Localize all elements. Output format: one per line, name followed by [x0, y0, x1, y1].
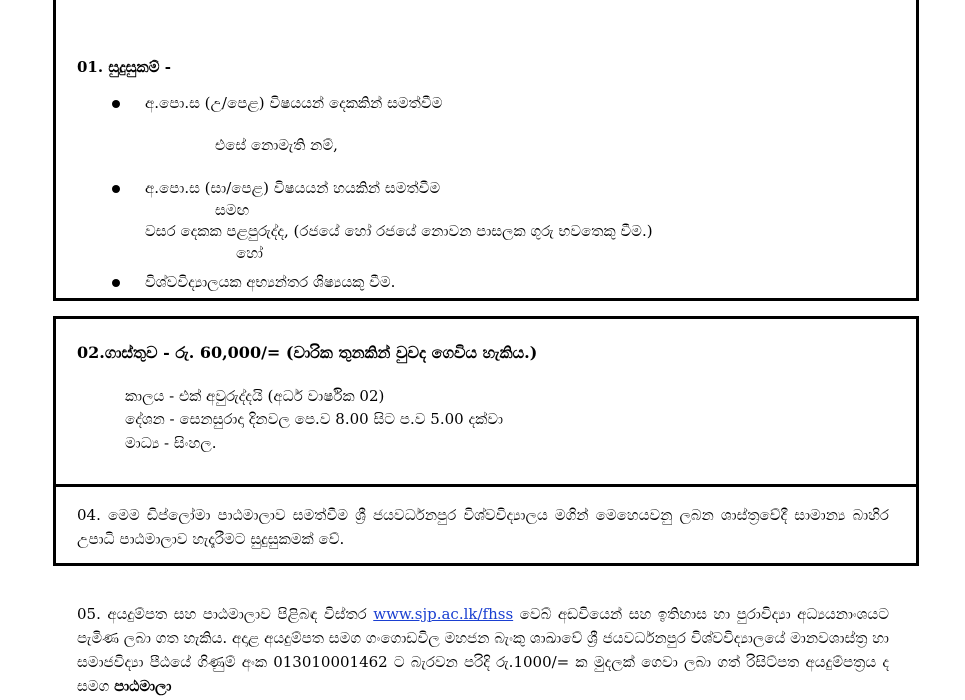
bullet-icon — [112, 279, 120, 287]
application-intro: අයදුම්පත සහ පාඨමාලාව පිළිබඳ විස්තර — [107, 605, 367, 623]
application-details: වෙබ් අඩවියෙන් සහ ඉතිහාස හා පුරාවිද්‍යා අධ්‍යයනාංශයට පැමිණ ලබා ගත හැකිය. අදාළ අයදුම්පත සමග ගංගොඩවිල මහජන බැංකු ශාඛාවේ ශ්‍රී ජයවර්ධනපුර විශ්වවිද්‍යාලයේ මානවශාස්ත්‍ර හා සමාජවිද්‍යා පීඨයේ ගිණුම් අංක 013010001462 ට බැරවන පරිදි රු.1000/= ක මුදලක් ගෙවා ලබා ගත් රිසිට්පත අයදුම්පත්‍රය ද සමග — [77, 605, 889, 695]
qualifications-heading: 01. සුදුසුකම් - — [77, 58, 171, 76]
website-link[interactable]: www.sjp.ac.lk/fhss — [373, 605, 514, 623]
or-text: එසේ නොමැති නම්, — [215, 136, 338, 154]
bullet-icon — [112, 185, 120, 193]
duration-text: කාලය - එක් අවුරුද්දයි (අර්ධ වාර්ෂික 02) — [125, 387, 385, 405]
medium-text: මාධ්‍ය - සිංහල. — [125, 434, 217, 452]
or-text-2: හෝ — [236, 244, 263, 262]
qualification-al: අ.පො.ස (උ/පෙළ) විෂයයන් දෙකකින් සමත්වීම — [145, 94, 443, 112]
application-text — [77, 602, 889, 698]
recognition-text: 04. මෙම ඩිප්ලෝමා පාඨමාලාව සමත්වීම ශ්‍රී ජයවර්ධනපුර විශ්වවිද්‍යාලය මගින් මෙහෙයවනු ලබන ශාස්ත්‍රවේදී සාමාන්‍ය බාහිර උපාධි පාඨමාලාව හැදෑරීමට සුදුසුකමක් වේ. — [77, 506, 889, 548]
qualification-internal: විශ්වවිද්‍යාලයක අභ්‍යන්තර ශිෂ්‍යයකු වීම. — [145, 273, 396, 291]
with-text: සමඟ — [215, 201, 250, 219]
qualification-ol: අ.පො.ස (සා/පෙළ) විෂයයන් හයකින් සමත්වීම — [145, 179, 441, 197]
application-bold-end: පාඨමාලා — [114, 677, 172, 695]
lectures-text: දේශන - සෙනසුරාදා දිනවල පෙ.ව 8.00 සිට ප.ව 5.00 දක්වා — [125, 410, 504, 428]
application-prefix: 05. — [77, 605, 101, 623]
fee-line: 02.ගාස්තුව - රු. 60,000/= (වාරික තුනකින් වුවද ගෙවිය හැකිය.) — [77, 343, 538, 362]
bullet-icon — [112, 100, 120, 108]
experience-text: වසර දෙකක පළපුරුද්ද, (රජයේ හෝ රජයේ නොවන පාසලක ගුරු භවතෙකු වීම.) — [145, 222, 653, 240]
qualifications-box — [53, 0, 919, 301]
